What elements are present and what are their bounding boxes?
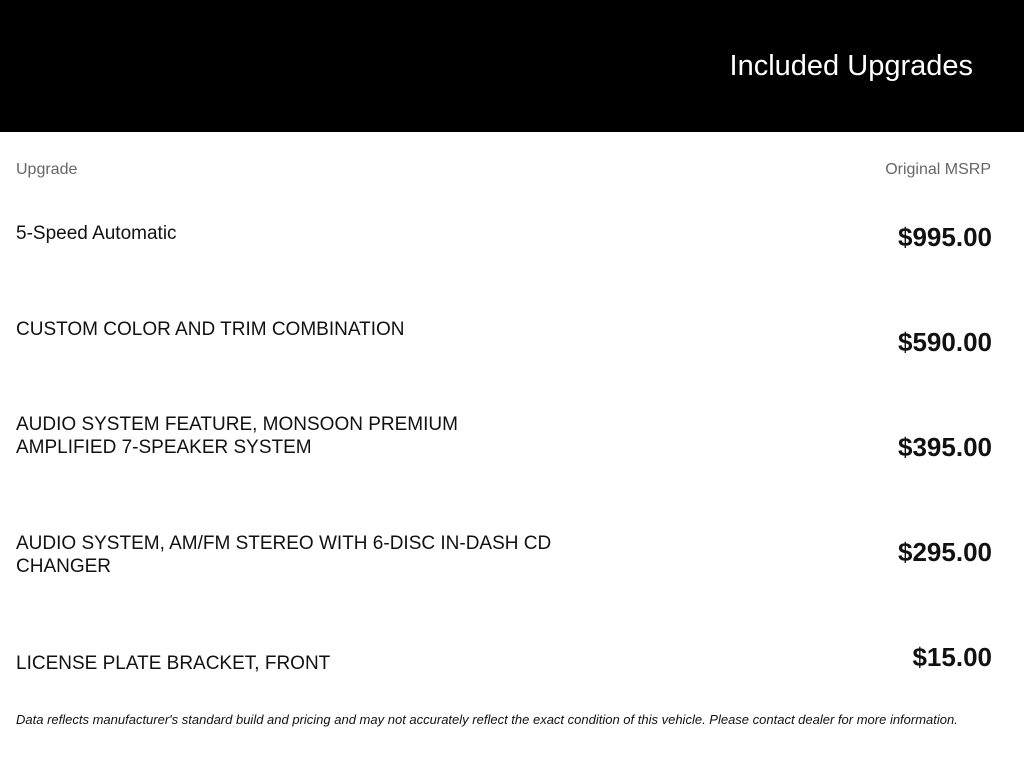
- upgrade-name: AUDIO SYSTEM FEATURE, MONSOON PREMIUM AMPLIFIED 7-SPEAKER SYSTEM: [16, 414, 458, 458]
- upgrade-name: LICENSE PLATE BRACKET, FRONT: [16, 653, 331, 674]
- upgrade-price: $295.00: [898, 537, 992, 567]
- upgrade-name: 5-Speed Automatic: [16, 223, 177, 244]
- header-bar: [0, 0, 1024, 132]
- upgrade-price: $590.00: [898, 327, 992, 357]
- page-title: Included Upgrades: [729, 50, 973, 82]
- upgrade-price: $15.00: [912, 642, 992, 672]
- upgrade-name: AUDIO SYSTEM, AM/FM STEREO WITH 6-DISC IN-DASH CD CHANGER: [16, 533, 552, 577]
- upgrade-price: $995.00: [898, 222, 992, 252]
- upgrade-name: CUSTOM COLOR AND TRIM COMBINATION: [16, 319, 405, 340]
- column-header-msrp: Original MSRP: [885, 161, 991, 178]
- upgrade-price: $395.00: [898, 432, 992, 462]
- disclaimer-text: Data reflects manufacturer's standard build and pricing and may not accurately reflect the exact condition of this vehicle. Please contact dealer for more information.: [16, 712, 958, 727]
- column-header-upgrade: Upgrade: [16, 161, 78, 178]
